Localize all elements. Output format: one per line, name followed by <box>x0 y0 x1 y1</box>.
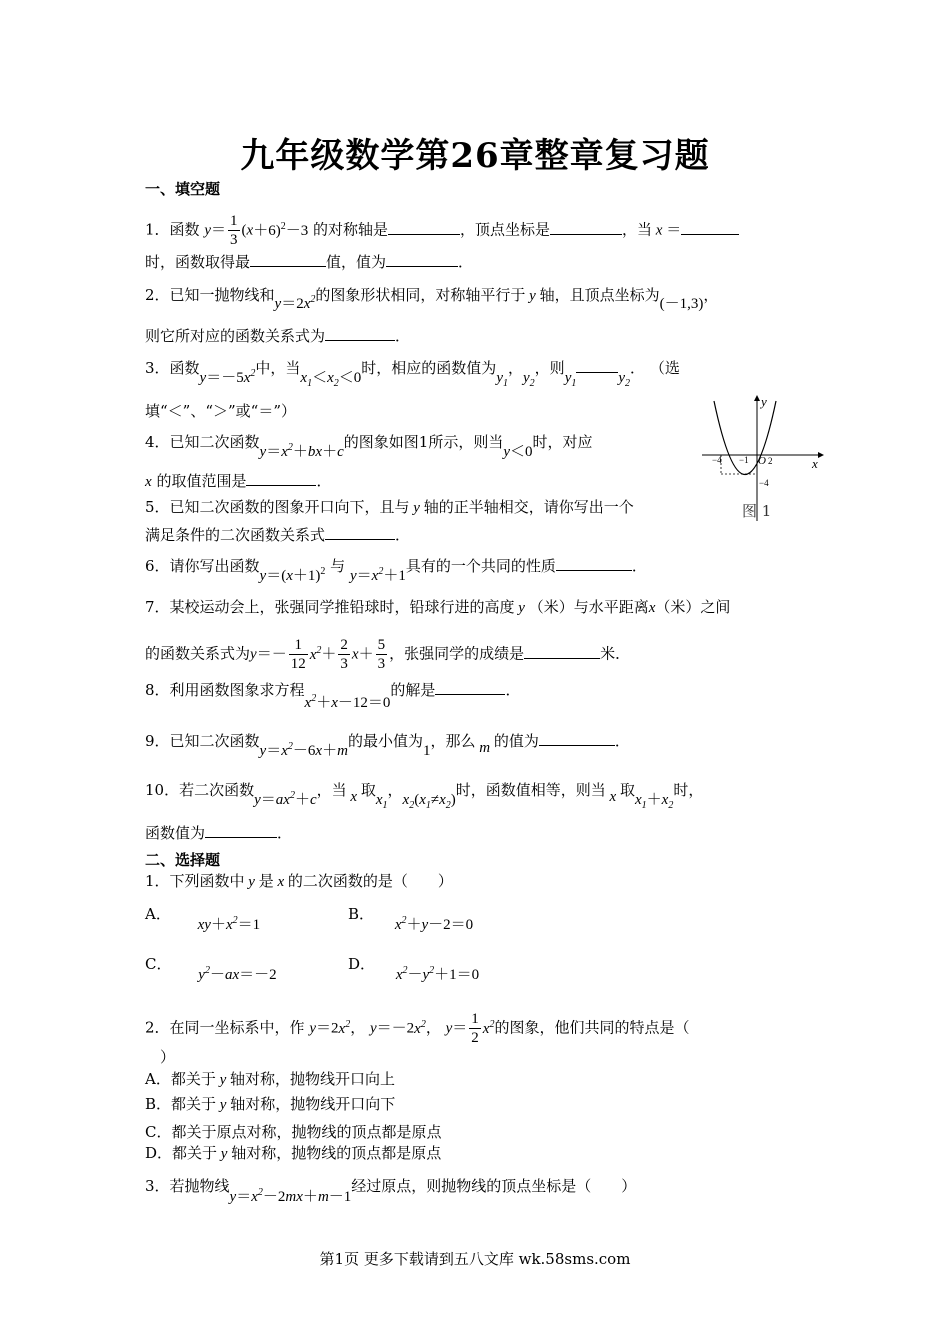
q3-text-b: 中，当 <box>255 359 301 377</box>
section-fill-in: 一、填空题 <box>145 180 221 198</box>
tick-label: −4 <box>759 478 769 488</box>
q3-text-f: 填“＜”、“＞”或“＝”） <box>145 402 297 420</box>
option-text: A．都关于 <box>145 1070 216 1088</box>
q6-text-c: 具有的一个共同的性质 <box>405 557 556 575</box>
q9-text-d: 的值为 <box>493 732 539 750</box>
choice-2-option-a: A．都关于 y 轴对称，抛物线开口向上 <box>145 1070 396 1088</box>
fraction-one-half: $\frac{1}{2}$ <box>471 1011 479 1046</box>
option-text: 轴对称，抛物线开口向下 <box>230 1095 396 1113</box>
q10-text-c: 取 <box>360 781 376 799</box>
q9-text-b: 的最小值为 <box>347 732 423 750</box>
question-10-line-2: 函数值为 ． <box>145 824 293 842</box>
y-axis-arrow-icon <box>754 395 760 401</box>
q5-text-a: 5．已知二次函数的图象开口向下，且与 <box>145 498 410 516</box>
option-text: 轴对称，抛物线的顶点都是原点 <box>231 1144 442 1162</box>
option-label: C． <box>145 955 172 973</box>
q1-text-a: 1．函数 <box>145 220 200 239</box>
q1-text-f: 值，值为 <box>326 253 387 271</box>
fraction-five-thirds: $\frac{5}{3}$ <box>377 637 386 672</box>
fraction-two-thirds: $\frac{2}{3}$ <box>340 637 348 672</box>
question-2-line-1: 2．已知一抛物线和$y=2x^2$的图象形状相同，对称轴平行于 y 轴，且顶点坐标为(－1,3)， <box>145 286 719 312</box>
q6-text-a: 6．请你写出函数 <box>145 557 260 575</box>
question-3-line-1: 3．函数$y=-5x^2$中，当$x_1<x_2<0$时，相应的函数值为$y_1$，$y_2$，则$y_1$ $y_2$． （选 <box>145 359 680 389</box>
q10-text-b: ，当 <box>316 781 347 799</box>
c1-text-c: 的二次函数的是（ ） <box>287 872 453 890</box>
q10-text-g: 函数值为 <box>145 824 206 842</box>
blank <box>205 823 277 838</box>
q1-text-e: 时，函数取得最 <box>145 253 251 271</box>
q2-text-a: 2．已知一抛物线和 <box>145 286 275 304</box>
q9-text-a: 9．已知二次函数 <box>145 732 260 750</box>
q10-text-e: 取 <box>619 781 635 799</box>
q4-text-b: 的图象如图1所示，则当 <box>343 433 504 451</box>
q4-text-a: 4．已知二次函数 <box>145 433 260 451</box>
c3-text-a: 3．若抛物线 <box>145 1177 230 1195</box>
blank <box>576 358 618 373</box>
tick-label: 2 <box>768 456 773 466</box>
q4-text-c: 时，对应 <box>532 433 593 451</box>
question-7-line-2: 的函数关系式为y＝－ $\frac{1}{12}$ $x^2+$ $\frac{2}{3}$ x＋ $\frac{5}{3}$ ，张强同学的成绩是 米． <box>145 637 631 672</box>
c1-text-a: 1．下列函数中 <box>145 872 245 890</box>
question-5-line-1: 5．已知二次函数的图象开口向下，且与 y 轴的正半轴相交，请你写出一个 <box>145 498 634 516</box>
question-1-line-1: 1．函数 y＝ $\frac{1}{3}$ $(x+6)^2-3$ 的对称轴是 ，顶点坐标是 ，当 x ＝ <box>145 212 739 249</box>
c2-text-b: 的图象，他们共同的特点是（ <box>494 1018 690 1037</box>
c1-text-b: 是 <box>258 872 274 890</box>
choice-1-option-d: D． $x^2-y^2+1=0$ <box>348 955 480 983</box>
q4-text-d: 的取值范围是 <box>156 472 247 490</box>
c2-text-a: 2．在同一坐标系中，作 <box>145 1018 305 1037</box>
option-label: B． <box>348 905 375 923</box>
option-text: 轴对称，抛物线开口向上 <box>230 1070 396 1088</box>
origin-label: O <box>758 455 766 467</box>
question-3-line-2 <box>145 400 296 422</box>
blank <box>250 252 326 267</box>
q7-text-e: ，张强同学的成绩是 <box>389 644 525 663</box>
choice-question-2-line-2 <box>160 1046 175 1068</box>
fraction-one-third: $\frac{1}{3}$ <box>230 213 238 248</box>
blank <box>524 644 600 659</box>
question-6: 6．请你写出函数$y=(x+1)^2$ 与 $y=x^2+1$具有的一个共同的性质 ． <box>145 557 647 584</box>
q3-text-e: （选 <box>649 359 680 377</box>
tick-label: −1 <box>739 455 749 465</box>
option-label: D． <box>348 955 376 973</box>
question-2-line-2: 则它所对应的函数关系式为 ． <box>145 327 411 345</box>
page-footer: 第1页 更多下载请到五八文库 wk.58sms.com <box>319 1250 631 1268</box>
c2-text-c: ） <box>160 1048 176 1066</box>
q7-text-c: （米）之间 <box>655 598 731 616</box>
q3-text-a: 3．函数 <box>145 359 200 377</box>
q1-formula: y <box>204 222 211 239</box>
q6-text-b: 与 <box>330 557 346 575</box>
q3-text-d: ，则 <box>534 359 565 377</box>
question-1-line-2: 时，函数取得最 值，值为 ． <box>145 253 474 271</box>
question-4-line-2: x 的取值范围是 ． <box>145 472 332 490</box>
blank <box>325 525 395 540</box>
question-7-line-1: 7．某校运动会上，张强同学推铅球时，铅球行进的高度 y （米）与水平距离x（米）之间 <box>145 598 731 616</box>
option-text: D．都关于 <box>145 1144 218 1162</box>
blank <box>681 220 739 235</box>
q8-text-a: 8．利用函数图象求方程 <box>145 681 305 699</box>
question-4-line-1: 4．已知二次函数$y=x^2+bx+c$的图象如图1所示，则当y＜0时，对应 <box>145 433 593 460</box>
q1-text-d: ，当 <box>622 220 653 239</box>
q3-text-c: 时，相应的函数值为 <box>361 359 497 377</box>
option-text: B．都关于 <box>145 1095 217 1113</box>
q2-text-b: 的图象形状相同，对称轴平行于 <box>315 286 526 304</box>
choice-2-option-b: B．都关于 y 轴对称，抛物线开口向下 <box>145 1095 396 1113</box>
question-10-line-1: 10．若二次函数$y=ax^2+c$，当 x 取$x_1$，$x_2(x_1\ne x_2)$时，函数值相等，则当 x 取$x_1+x_2$时， <box>145 781 704 811</box>
x-axis-arrow-icon <box>818 452 824 458</box>
blank <box>246 471 316 486</box>
q10-text-d: 时，函数值相等，则当 <box>455 781 606 799</box>
q8-text-b: 的解是 <box>390 681 436 699</box>
y-axis-label: y <box>761 394 767 409</box>
tick-label: −4 <box>712 455 722 465</box>
question-8: 8．利用函数图象求方程$x^2+x-12=0$的解是 ． <box>145 681 521 711</box>
section-multiple-choice: 二、选择题 <box>145 851 221 869</box>
choice-1-option-a: A． $xy+x^2=1$ <box>145 905 261 933</box>
c3-text-b: 经过原点，则抛物线的顶点坐标是（ ） <box>351 1177 637 1195</box>
x-axis-label: x <box>812 456 818 471</box>
q7-text-a: 7．某校运动会上，张强同学推铅球时，铅球行进的高度 <box>145 598 515 616</box>
choice-question-1: 1．下列函数中 y 是 x 的二次函数的是（ ） <box>145 872 453 890</box>
option-label: A． <box>145 905 171 923</box>
q2-text-d: 则它所对应的函数关系式为 <box>145 327 326 345</box>
blank <box>550 220 622 235</box>
q9-text-c: ，那么 <box>430 732 476 750</box>
blank <box>325 326 395 341</box>
q7-text-f: 米． <box>600 644 631 663</box>
question-5-line-2: 满足条件的二次函数关系式 ． <box>145 526 411 544</box>
q5-text-b: 轴的正半轴相交，请你写出一个 <box>423 498 634 516</box>
choice-question-2-line-1: 2．在同一坐标系中，作 $y=2x^2$， $y=-2x^2$， y＝ $\frac{1}{2}$ $x^2$的图象，他们共同的特点是（ <box>145 1011 690 1046</box>
blank <box>556 556 632 571</box>
choice-question-3: 3．若抛物线$y=x^2-2mx+m-1$经过原点，则抛物线的顶点坐标是（ ） <box>145 1177 637 1205</box>
page-title: 九年级数学第26章整章复习题 <box>240 136 710 176</box>
q10-text-a: 10．若二次函数 <box>145 781 255 799</box>
choice-1-option-c: C． $y^2-ax=-2$ <box>145 955 277 983</box>
blank <box>388 220 460 235</box>
blank <box>386 252 458 267</box>
q7-text-b: （米）与水平距离 <box>528 598 649 616</box>
blank <box>539 731 615 746</box>
q1-text-c: ，顶点坐标是 <box>460 220 551 239</box>
option-text: C．都关于原点对称，抛物线的顶点都是原点 <box>145 1123 442 1141</box>
choice-2-option-c <box>145 1121 441 1143</box>
choice-1-option-b: B． $x^2+y-2=0$ <box>348 905 474 933</box>
question-9: 9．已知二次函数$y=x^2-6x+m$的最小值为1，那么 m 的值为 ． <box>145 732 630 759</box>
q5-text-c: 满足条件的二次函数关系式 <box>145 526 326 544</box>
fraction-one-twelfth: $\frac{1}{12}$ <box>290 637 306 672</box>
choice-2-option-d: D．都关于 y 轴对称，抛物线的顶点都是原点 <box>145 1144 442 1162</box>
q7-text-d: 的函数关系式为 <box>145 644 251 663</box>
q2-text-c: 轴，且顶点坐标为 <box>539 286 660 304</box>
q1-text-b: 的对称轴是 <box>312 220 388 239</box>
q10-text-f: 时， <box>673 781 704 799</box>
blank <box>435 680 505 695</box>
figure-caption: 图 1 <box>742 502 772 520</box>
